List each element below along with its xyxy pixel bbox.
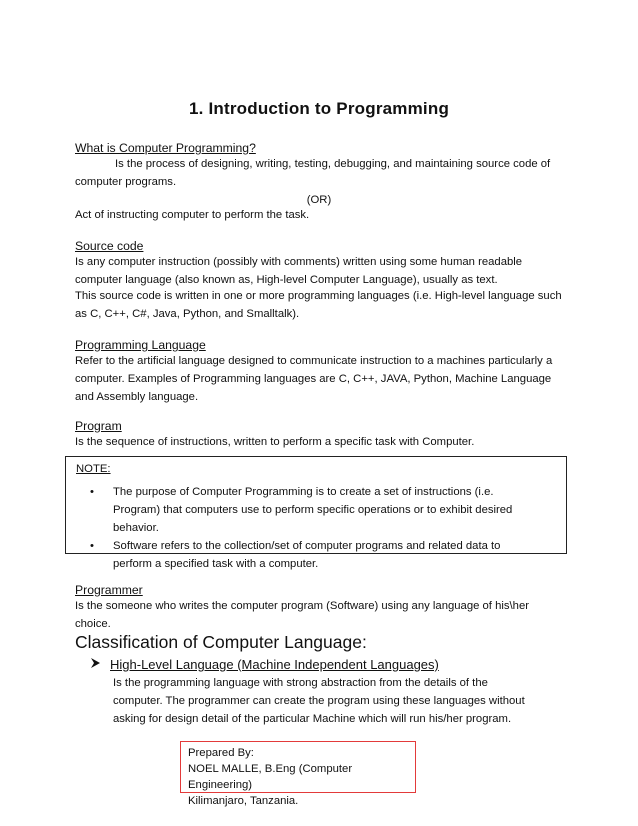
paragraph-program: Is the sequence of instructions, written to perform a specific task with Computer. — [75, 436, 475, 448]
heading-classification: Classification of Computer Language: — [75, 632, 367, 652]
note-item — [66, 483, 533, 537]
note-item-text: Software refers to the collection/set of computer programs and related data to perform a specified task with a computer. — [113, 540, 501, 570]
author-name: NOEL MALLE, B.Eng (Computer Engineering) — [188, 763, 353, 791]
author-location: Kilimanjaro, Tanzania. — [188, 795, 299, 807]
prepared-by-box — [180, 741, 416, 807]
bullet-icon: • — [90, 540, 94, 552]
paragraph-programming-language: Refer to the artificial language designed to communicate instruction to a machines particularly a computer. Examples of Programming languages are C, C++, JAVA, Python, Machine Language and Assembly language. — [75, 355, 553, 403]
note-box — [65, 456, 567, 570]
heading-computer-programming: What is Computer Programming? — [75, 141, 256, 155]
paragraph-source-code-2: This source code is written in one or more programming languages (i.e. High-level language such as C, C++, C#, Java, Python, and Smalltalk). — [75, 290, 562, 320]
note-item-text: The purpose of Computer Programming is to create a set of instructions (i.e. Program) that computers use to perform specific operations or to exhibit desired behavior. — [113, 486, 513, 534]
heading-programming-language: Programming Language — [75, 338, 206, 352]
paragraph-source-code-1: Is any computer instruction (possibly with comments) written using some human readable computer language (also known as, High-level Computer Language), usually as text. — [75, 256, 523, 286]
note-list — [66, 483, 566, 573]
heading-programmer: Programmer — [75, 583, 143, 597]
paragraph-computer-programming-definition: Is the process of designing, writing, testing, debugging, and maintaining source code of computer programs. — [75, 158, 551, 188]
note-item — [66, 537, 533, 573]
paragraph-high-level-language: Is the programming language with strong abstraction from the details of the computer. The programmer can create the program using these languages without asking for design detail of the particular Machine which will run his/her program. — [113, 677, 525, 725]
paragraph-computer-programming-alt: Act of instructing computer to perform the task. — [75, 209, 310, 221]
heading-source-code: Source code — [75, 239, 144, 253]
or-separator: (OR) — [306, 194, 332, 206]
prepared-by-label: Prepared By: — [188, 747, 254, 759]
arrow-bullet-icon — [90, 655, 110, 675]
page-title: 1. Introduction to Programming — [188, 99, 450, 118]
note-label: NOTE: — [76, 463, 111, 475]
high-level-language-label: High-Level Language (Machine Independent Languages) — [110, 657, 439, 672]
paragraph-programmer: Is the someone who writes the computer program (Software) using any language of his\her choice. — [75, 600, 529, 630]
list-item-high-level-language — [90, 655, 439, 675]
bullet-icon: • — [90, 486, 94, 498]
heading-program: Program — [75, 419, 122, 433]
